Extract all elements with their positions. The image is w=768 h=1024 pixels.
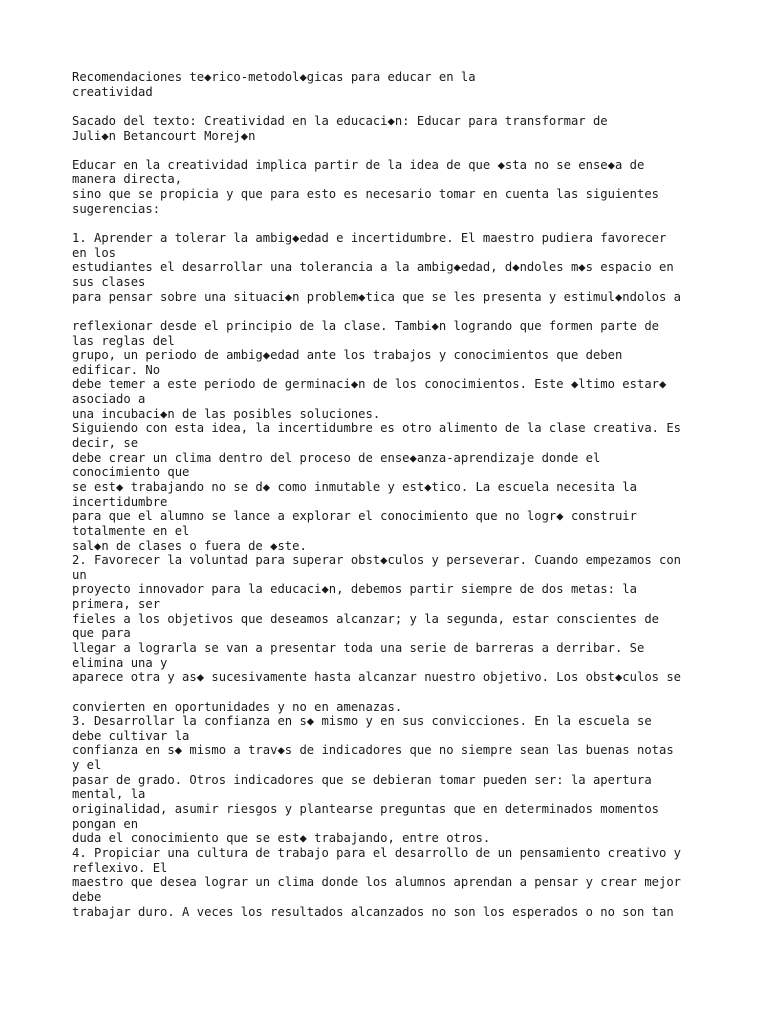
text-line — [72, 304, 712, 319]
text-line: 1. Aprender a tolerar la ambig◆edad e incertidumbre. El maestro pudiera favorecer — [72, 231, 667, 246]
text-line: Recomendaciones te◆rico-metodol◆gicas para educar en la — [72, 70, 476, 84]
text-line: debe crear un clima dentro del proceso de ense◆anza-aprendizaje donde el — [72, 450, 601, 465]
text-line: conocimiento que — [72, 465, 190, 480]
text-line: totalmente en el — [72, 523, 190, 538]
text-line: manera directa, — [72, 172, 183, 187]
text-line: primera, ser — [72, 597, 161, 612]
text-line: edificar. No — [72, 362, 161, 377]
text-line: Juli◆n Betancourt Morej◆n — [72, 128, 256, 143]
text-line: asociado a — [72, 392, 146, 407]
text-line: estudiantes el desarrollar una tolerancia a la ambig◆edad, d◆ndoles m◆s espacio en — [72, 260, 674, 275]
text-line: 2. Favorecer la voluntad para superar obst◆culos y perseverar. Cuando empezamos con — [72, 553, 682, 568]
text-line: un — [72, 567, 87, 582]
text-line: reflexivo. El — [72, 860, 168, 875]
text-line: para pensar sobre una situaci◆n problem◆tica que se les presenta y estimul◆ndolos a — [72, 289, 682, 304]
text-line: trabajar duro. A veces los resultados alcanzados no son los esperados o no son tan — [72, 904, 674, 919]
text-line: llegar a lograrla se van a presentar toda una serie de barreras a derribar. Se — [72, 640, 645, 655]
text-line: sino que se propicia y que para esto es necesario tomar en cuenta las siguientes — [72, 187, 659, 202]
text-line: para que el alumno se lance a explorar el conocimiento que no logr◆ construir — [72, 509, 637, 524]
text-line: 4. Propiciar una cultura de trabajo para el desarrollo de un pensamiento creativo y — [72, 845, 682, 860]
text-line: decir, se — [72, 436, 139, 451]
text-line: aparece otra y as◆ sucesivamente hasta alcanzar nuestro objetivo. Los obst◆culos se — [72, 670, 682, 685]
text-line: sus clases — [72, 274, 146, 289]
text-line: elimina una y — [72, 655, 168, 670]
text-line: mental, la — [72, 787, 146, 802]
text-line: 3. Desarrollar la confianza en s◆ mismo y en sus convicciones. En la escuela se — [72, 714, 652, 729]
text-line: grupo, un periodo de ambig◆edad ante los trabajos y conocimientos que deben — [72, 348, 623, 363]
text-line — [72, 216, 712, 231]
text-line: sugerencias: — [72, 201, 161, 216]
text-line: fieles a los objetivos que deseamos alcanzar; y la segunda, estar conscientes de — [72, 611, 659, 626]
text-line: debe — [72, 889, 102, 904]
text-line: las reglas del — [72, 333, 175, 348]
text-line — [72, 99, 712, 114]
text-line: se est◆ trabajando no se d◆ como inmutable y est◆tico. La escuela necesita la — [72, 479, 637, 494]
text-line: maestro que desea lograr un clima donde los alumnos aprendan a pensar y crear mejor — [72, 875, 682, 890]
text-line: Siguiendo con esta idea, la incertidumbre es otro alimento de la clase creativa. Es — [72, 421, 682, 436]
text-line: debe cultivar la — [72, 728, 190, 743]
text-line — [72, 685, 712, 700]
text-line: reflexionar desde el principio de la clase. Tambi◆n logrando que formen parte de — [72, 318, 659, 333]
text-line: incertidumbre — [72, 494, 168, 509]
text-line: y el — [72, 758, 102, 773]
text-line: debe temer a este periodo de germinaci◆n de los conocimientos. Este ◆ltimo estar◆ — [72, 377, 667, 392]
text-line: sal◆n de clases o fuera de ◆ste. — [72, 538, 307, 553]
text-line: en los — [72, 245, 117, 260]
text-line: duda el conocimiento que se est◆ trabajando, entre otros. — [72, 831, 491, 846]
text-line: pongan en — [72, 816, 139, 831]
text-line: que para — [72, 626, 131, 641]
text-line: creatividad — [72, 84, 153, 99]
text-line: originalidad, asumir riesgos y plantearse preguntas que en determinados momentos — [72, 802, 659, 817]
text-line: una incubaci◆n de las posibles soluciones. — [72, 406, 381, 421]
text-line: pasar de grado. Otros indicadores que se debieran tomar pueden ser: la apertura — [72, 772, 652, 787]
text-line: proyecto innovador para la educaci◆n, debemos partir siempre de dos metas: la — [72, 582, 637, 597]
text-line — [72, 143, 712, 158]
text-line: Sacado del texto: Creatividad en la educaci◆n: Educar para transformar de — [72, 113, 608, 128]
document-page — [72, 70, 712, 919]
text-line: confianza en s◆ mismo a trav◆s de indicadores que no siempre sean las buenas notas — [72, 743, 674, 758]
text-line: convierten en oportunidades y no en amenazas. — [72, 699, 403, 714]
text-line: Educar en la creatividad implica partir de la idea de que ◆sta no se ense◆a de — [72, 157, 645, 172]
